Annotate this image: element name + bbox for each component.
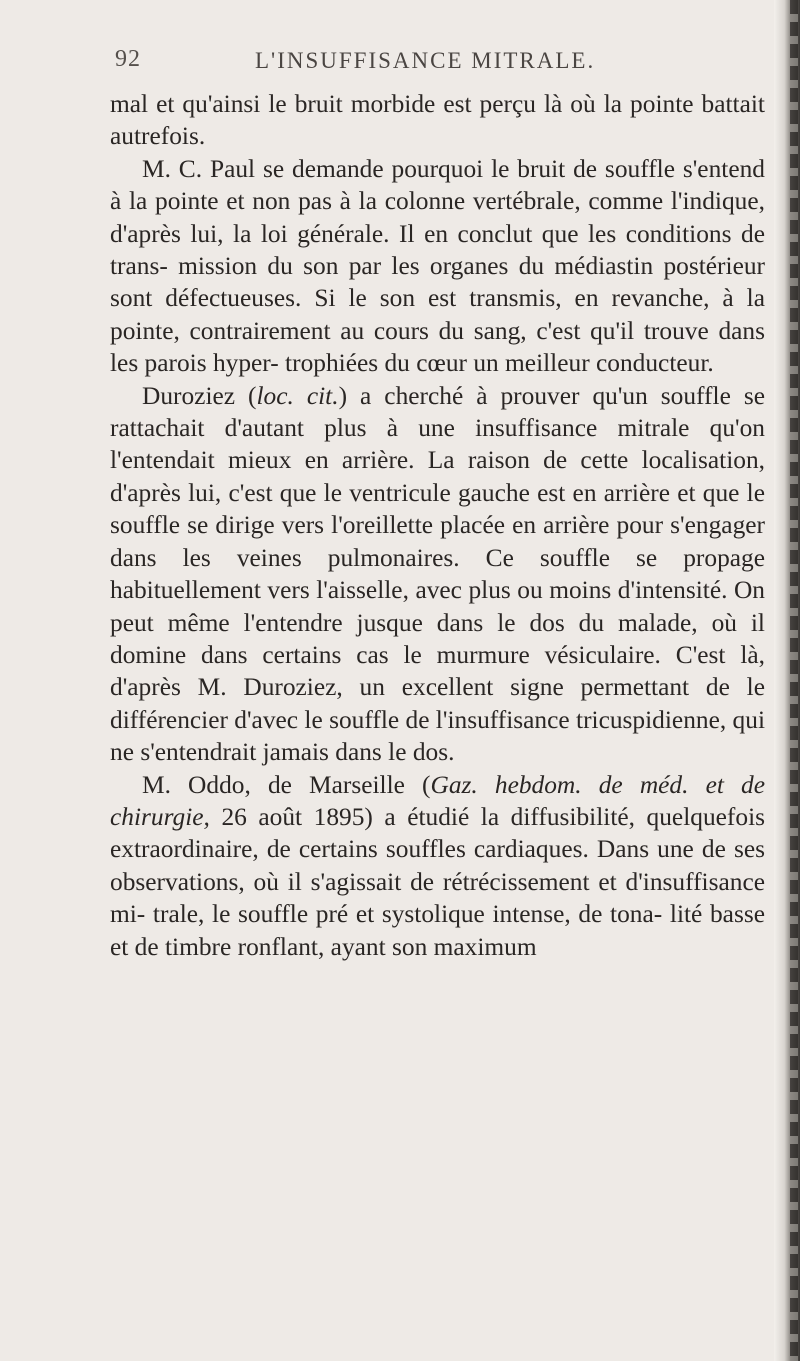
paragraph-3-rest: ) a cherché à prouver qu'un souffle se rattachait d'autant plus à une insuffisance mitrale qu'on l'entendait mieux en arrière. La raison de cette localisation, d'après lui, c'est que le ventricule gauche est en arrière et que le souffle se dirige vers l'oreillette placée en arrière pour s'engager dans les veines pulmonaires. Ce souffle se propage habituellement vers l'aisselle, avec plus ou moins d'intensité. On peut même l'entendre jusque dans le dos du malade, où il domine dans certains cas le murmure vésiculaire. C'est là, d'après M. Duroziez, un excellent signe permettant de le différencier d'avec le souffle de l'insuffisance tricuspidienne, qui ne s'entendrait jamais dans le dos. <box>110 381 765 767</box>
paragraph-2: M. C. Paul se demande pourquoi le bruit de souffle s'entend à la pointe et non pas à la colonne vertébrale, comme l'indique, d'après lui, la loi générale. Il en conclut que les conditions de trans- mission du son par les organes du médiastin postérieur sont défectueuses. Si le son est transmis, en revanche, à la pointe, contrairement au cours du sang, c'est qu'il trouve dans les parois hyper- trophiées du cœur un meilleur conducteur. <box>110 154 765 378</box>
page-header <box>115 46 775 76</box>
paragraph-3-start: Duroziez ( <box>142 381 257 410</box>
page-number: 92 <box>115 46 141 72</box>
paragraph-4-rest: 26 août 1895) a étudié la diffusibilité, quelquefois extraordinaire, de certains souffles cardiaques. Dans une de ses observations, où il s'agissait de rétrécissement et d'insuffisance mi- trale, le souffle pré et systolique intense, de tona- lité basse et de timbre ronflant, ayant son maximum <box>110 802 765 961</box>
paragraph-1: mal et qu'ainsi le bruit morbide est perçu là où la pointe battait autrefois. <box>110 90 765 151</box>
binding-edge-stripes <box>790 0 798 1361</box>
paragraph-4 <box>110 769 765 963</box>
paragraph-4-start: M. Oddo, de Marseille ( <box>142 770 431 799</box>
journal-citation-italic: Gaz. hebdom. de méd. et de chirurgie, <box>110 770 766 831</box>
body-text <box>110 88 765 963</box>
citation-italic: loc. cit. <box>256 381 339 410</box>
running-title: L'INSUFFISANCE MITRALE. <box>255 48 596 73</box>
paragraph-3 <box>110 380 765 769</box>
